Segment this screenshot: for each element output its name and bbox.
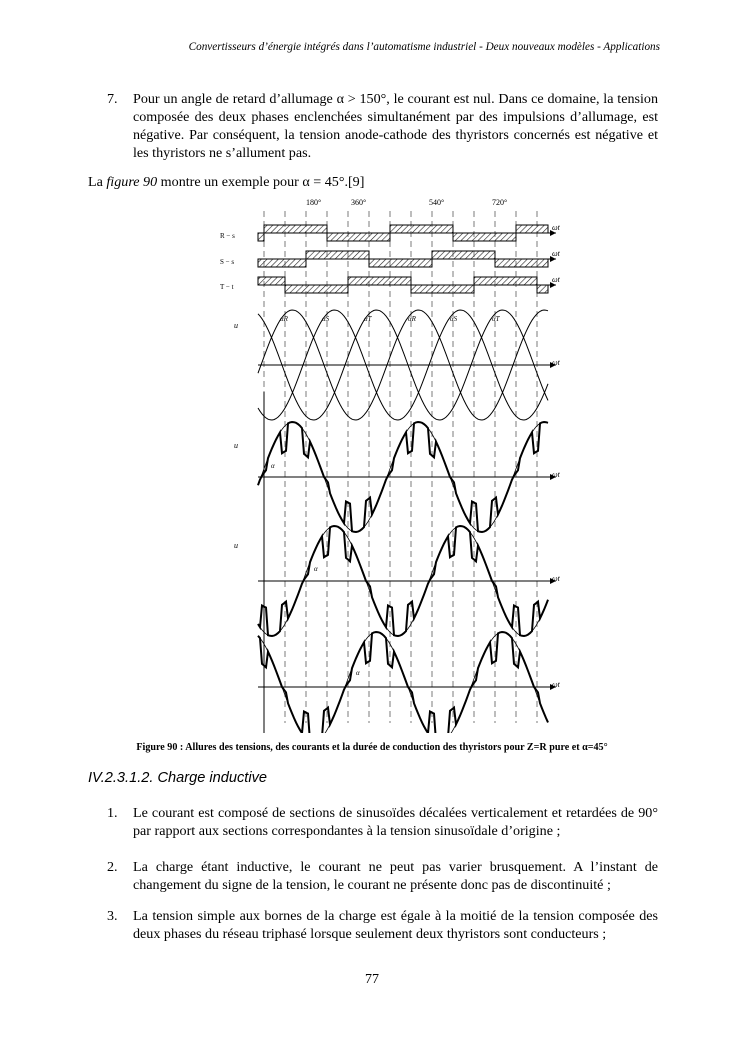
negative-pulse bbox=[285, 285, 348, 293]
list-item-text: Pour un angle de retard d’allumage α > 150°, le courant est nul. Dans ce domaine, la tension composée des deux phases enclenchées simultanément par des impulsions d’allumage, est négative. Par conséquent, la tension anode-cathode des thyristors concernés est négative et les thyristors ne s’allument pas. bbox=[133, 91, 658, 161]
wt-label-3: ωt bbox=[552, 275, 560, 284]
list-item bbox=[107, 907, 658, 943]
list-item bbox=[107, 858, 658, 894]
figure-90 bbox=[214, 193, 570, 733]
alpha-label-S2: αS bbox=[450, 315, 458, 323]
negative-pulse bbox=[369, 259, 432, 267]
alpha-label-S1: αS bbox=[322, 315, 330, 323]
list-item-number: 2. bbox=[107, 859, 118, 875]
alpha-marker-2: α bbox=[314, 565, 318, 573]
intro-prefix: La bbox=[88, 174, 107, 190]
row-label-T: T − t bbox=[220, 283, 234, 291]
row-label-u3: u bbox=[234, 541, 238, 550]
intro-suffix: montre un exemple pour α = 45°.[9] bbox=[157, 174, 365, 190]
wt-label-1: ωt bbox=[552, 223, 560, 232]
waveform-figure bbox=[214, 193, 570, 733]
wt-label-5: ωt bbox=[552, 470, 560, 479]
wt-label-6: ωt bbox=[552, 574, 560, 583]
positive-pulse bbox=[516, 225, 548, 233]
negative-pulse bbox=[495, 259, 548, 267]
list-item-text: Le courant est composé de sections de sinusoïdes décalées verticalement et retardées de 90° par rapport aux sections correspondantes à la tension sinusoïdale d’origine ; bbox=[133, 805, 658, 839]
list-item-7 bbox=[107, 90, 658, 162]
list-item-text: La tension simple aux bornes de la charge est égale à la moitié de la tension composée des deux phases du réseau triphasé lorsque seulement deux thyristors sont conducteurs ; bbox=[133, 908, 658, 942]
angle-label-180: 180° bbox=[306, 198, 322, 207]
list-item-text: La charge étant inductive, le courant ne peut pas varier brusquement. A l’instant de changement du signe de la tension, le courant ne présente donc pas de discontinuité ; bbox=[133, 859, 658, 893]
negative-pulse bbox=[537, 285, 548, 293]
negative-pulse bbox=[258, 259, 306, 267]
positive-pulse bbox=[390, 225, 453, 233]
section-subheading: IV.2.3.1.2. Charge inductive bbox=[88, 770, 268, 786]
figure-intro-sentence bbox=[88, 174, 364, 191]
alpha-label-T1: αT bbox=[364, 315, 372, 323]
alpha-label-T2: αT bbox=[492, 315, 500, 323]
row-label-u2: u bbox=[234, 441, 238, 450]
negative-pulse bbox=[258, 233, 264, 241]
angle-label-540: 540° bbox=[429, 198, 445, 207]
wt-label-2: ωt bbox=[552, 249, 560, 258]
alpha-marker-3: α bbox=[356, 669, 360, 677]
negative-pulse bbox=[327, 233, 390, 241]
angle-label-360: 360° bbox=[351, 198, 367, 207]
list-item bbox=[107, 804, 658, 840]
running-header: Convertisseurs d’énergie intégrés dans l’automatisme industriel - Deux nouveaux modèles - Applications bbox=[188, 41, 660, 53]
alpha-marker-1: α bbox=[271, 462, 275, 470]
negative-pulse bbox=[411, 285, 474, 293]
reference-voltage-curve bbox=[258, 632, 548, 733]
list-item-number: 1. bbox=[107, 805, 118, 821]
negative-pulse bbox=[453, 233, 516, 241]
wt-label-4: ωt bbox=[552, 358, 560, 367]
list-item-number: 3. bbox=[107, 908, 118, 924]
figure-static-layer bbox=[258, 211, 556, 733]
wt-label-7: ωt bbox=[552, 680, 560, 689]
positive-pulse bbox=[348, 277, 411, 285]
row-label-u1: u bbox=[234, 321, 238, 330]
figure-reference: figure 90 bbox=[106, 174, 158, 190]
page-number: 77 bbox=[365, 972, 379, 987]
positive-pulse bbox=[264, 225, 327, 233]
positive-pulse bbox=[474, 277, 537, 285]
list-item-number: 7. bbox=[107, 91, 118, 107]
alpha-label-R2: αR bbox=[408, 315, 416, 323]
load-current-curve bbox=[258, 632, 548, 733]
positive-pulse bbox=[432, 251, 495, 259]
figure-caption: Figure 90 : Allures des tensions, des courants et la durée de conduction des thyristors pour Z=R pure et α=45° bbox=[136, 742, 608, 753]
row-label-S: S − s bbox=[220, 258, 235, 266]
row-label-R: R − s bbox=[220, 232, 235, 240]
positive-pulse bbox=[306, 251, 369, 259]
alpha-label-R1: αR bbox=[280, 315, 288, 323]
positive-pulse bbox=[258, 277, 285, 285]
angle-label-720: 720° bbox=[492, 198, 508, 207]
